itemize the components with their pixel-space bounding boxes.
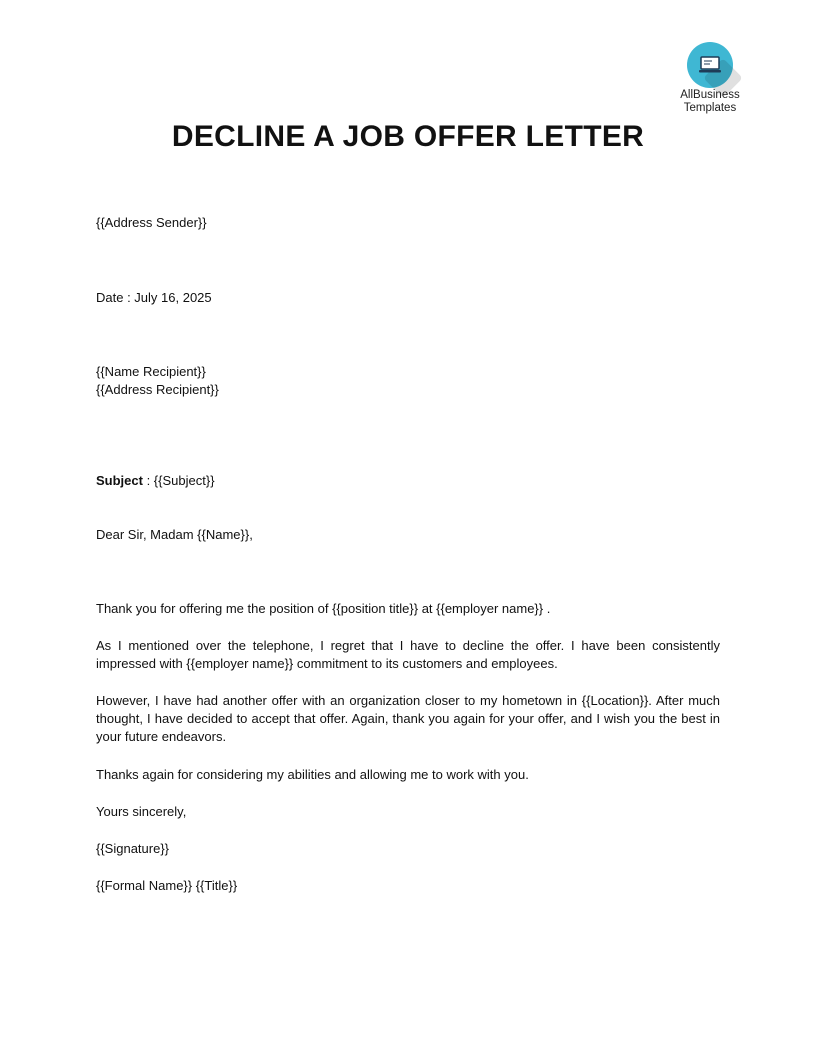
body-paragraph-3: However, I have had another offer with an organization closer to my hometown in {{Location}}. After much thought, I have decided to accept that offer. Again, thank you again for your offer, and I wish you the best in your future endeavors. bbox=[96, 693, 720, 744]
signature: {{Signature}} bbox=[96, 841, 170, 856]
letter-date: Date : July 16, 2025 bbox=[96, 290, 212, 305]
logo-line1: AllBusiness bbox=[680, 89, 740, 101]
body-paragraph-1: Thank you for offering me the position of {{position title}} at {{employer name}} . bbox=[96, 601, 551, 616]
logo-badge bbox=[687, 42, 733, 88]
sender-address: {{Address Sender}} bbox=[96, 215, 207, 230]
company-logo bbox=[675, 42, 745, 114]
recipient-name: {{Name Recipient}} bbox=[96, 364, 206, 379]
closing: Yours sincerely, bbox=[96, 804, 187, 819]
subject-line bbox=[96, 472, 215, 490]
body-paragraph-2: As I mentioned over the telephone, I regret that I have to decline the offer. I have been consistently impressed with {{employer name}} commitment to its customers and employees. bbox=[96, 638, 720, 671]
subject-value: : {{Subject}} bbox=[142, 473, 215, 488]
subject-label: Subject bbox=[96, 473, 143, 488]
page-title: DECLINE A JOB OFFER LETTER bbox=[171, 120, 645, 153]
body-paragraph-4: Thanks again for considering my abilities and allowing me to work with you. bbox=[96, 767, 529, 782]
laptop-icon bbox=[698, 55, 722, 75]
salutation: Dear Sir, Madam {{Name}}, bbox=[96, 527, 253, 542]
formal-name: {{Formal Name}} {{Title}} bbox=[96, 878, 238, 893]
logo-line2: Templates bbox=[683, 102, 737, 114]
recipient-address: {{Address Recipient}} bbox=[96, 382, 219, 397]
